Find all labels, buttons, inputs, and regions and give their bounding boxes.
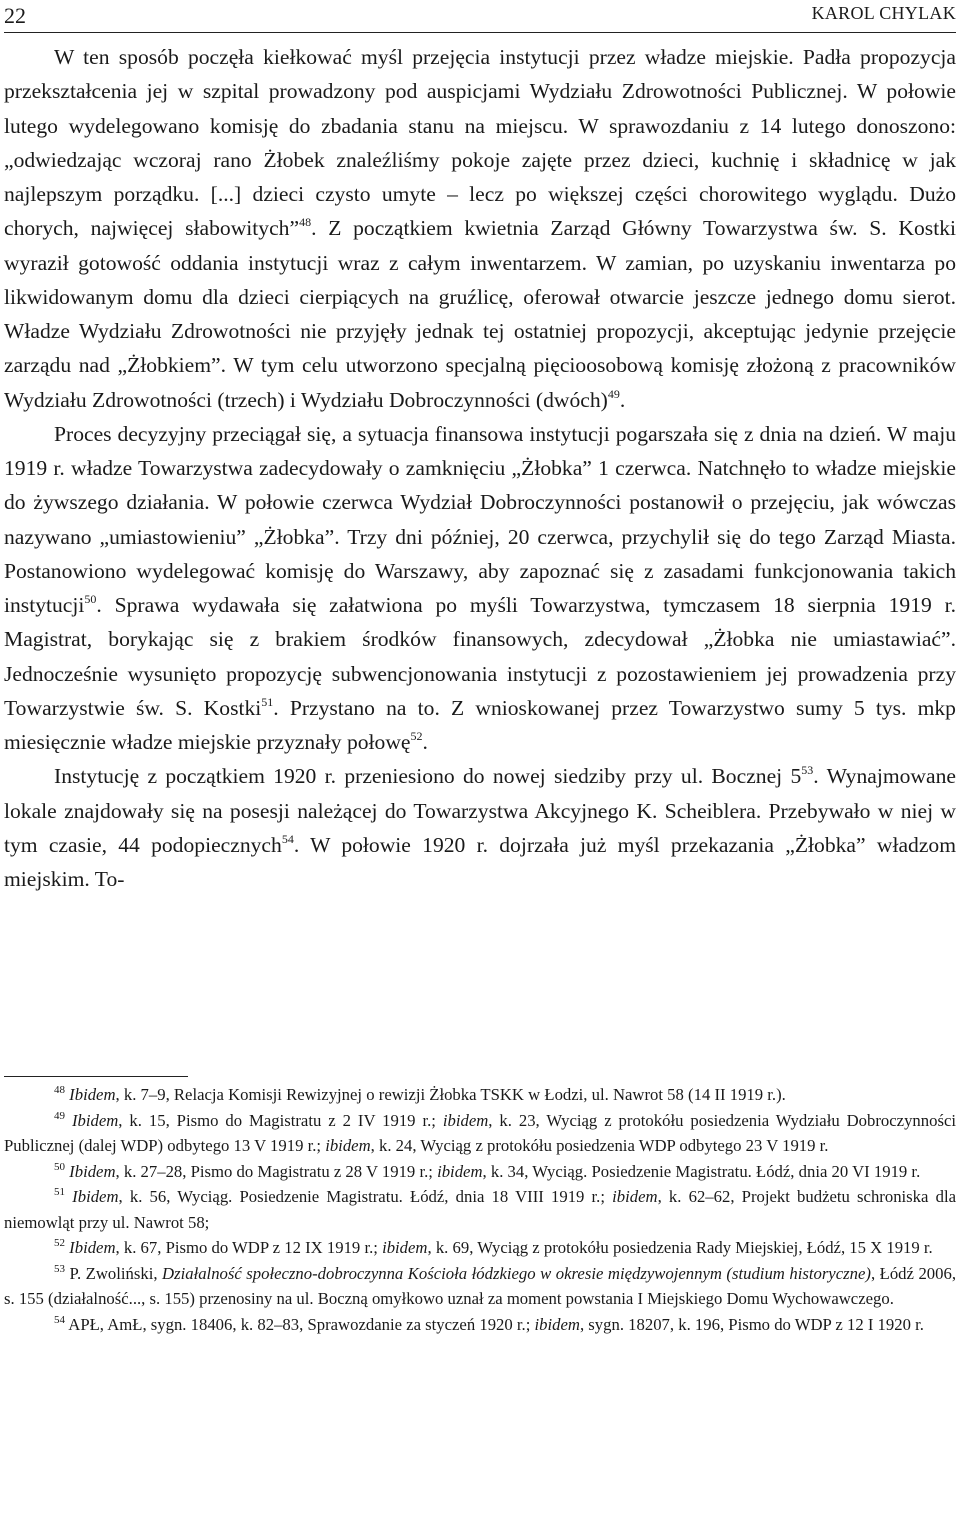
footnote-ref-54[interactable]: 54 [281,831,294,846]
paragraph-3: Instytucję z początkiem 1920 r. przeniesiono do nowej siedziby przy ul. Bocznej $5^{53}$. Wynajmowane lokale znajdowały się na posesji należącej do Towarzystwa Akcyjnego K. Scheiblera. Przebywało w niej w tym czasie, 44 podopiecznych$^{54}$. W połowie 1920 r. dojrzała już myśl przekazania „Żłobka” władzom miejskim. To- [4,763,957,891]
footnote-ref-52[interactable]: 52 [410,729,423,743]
footnotes [4,1082,956,1337]
header-rule [4,32,956,33]
footnote-ref-50[interactable]: 50 [84,592,97,606]
running-head: KAROL CHYLAK [811,3,956,23]
footnote-48: $^{48}$ Ibidem, k. 7–9, Relacja Komisji Rewizyjnej o rewizji Żłobka TSKK w Łodzi, ul. Nawrot 58 (14 II 1919 r.). [54,1083,786,1104]
footnote-ref-51[interactable]: 51 [261,694,274,709]
footnote-ref-49[interactable]: 49 [607,386,620,401]
page-number: 22 [4,3,26,28]
page-header [4,0,956,34]
footnote-49: $^{49}$ Ibidem, k. 15, Pismo do Magistratu z 2 IV 1919 r.; ibidem, k. 23, Wyciąg z protokółu posiedzenia Wydziału Dobroczynności Publicznej (dalej WDP) odbytego 13 V 1919 r.; ibidem, k. 24, Wyciąg z protokółu posiedzenia WDP odbytego 23 V 1919 r. [4,1109,956,1155]
paragraph-2: Proces decyzyjny przeciągał się, a sytuacja finansowa instytucji pogarszała się z dnia na dzień. W maju 1919 r. władze Towarzystwa zadecydowały o zamknięciu „Żłobka” 1 czerwca. Natchnęło to władze miejskie do żywszego działania. W połowie czerwca Wydział Dobroczynności postanowił o przejęciu, jak wówczas nazywano „umiastowieniu” „Żłobka”. Trzy dni później, 20 czerwca, przychylił się do tego Zarząd Miasta. Postanowiono wydelegować komisję do Warszawy, aby zapoznać się z zasadami funkcjonowania takich instytucji$^{50}$. Sprawa wydawała się załatwiona po myśli Towarzystwa, tymczasem 18 sierpnia 1919 r. Magistrat, borykając się z brakiem środków finansowych, zdecydował „Żłobka nie umiastawiać”. Jednocześnie wysunięto propozycję subwencjonowania instytucji z pozostawieniem jej prowadzenia przy Towarzystwie św. S. Kostki$^{51}$. Przystano na to. Z wnioskowanej przez Towarzystwo sumy 5 tys. mkp miesięcznie władze miejskie przyznały połowę$^{52}$. [4,421,956,754]
footnote-ref-53[interactable]: 53 [801,763,814,778]
footnote-54: $^{54}$ APŁ, AmŁ, sygn. 18406, k. 82–83, Sprawozdanie za styczeń 1920 r.; ibidem, sygn. 18207, k. 196, Pismo do WDP z 12 I 1920 r. [54,1313,924,1334]
paragraph-1: W ten sposób poczęła kiełkować myśl przejęcia instytucji przez władze miejskie. Padła propozycja przekształcenia jej w szpital prowadzony pod auspicjami Wydziału Zdrowotności Publicznej. W połowie lutego wydelegowano komisję do zbadania stanu na miejscu. W sprawozdaniu z 14 lutego donoszono: „odwiedzając wczoraj rano Żłobek znaleźliśmy pokoje zajęte przez dzieci, kuchnię i składnicę w jak najlepszym porządku. [...] dzieci czysto umyte – lecz po większej części chorowitego wyglądu. Dużo chorych, najwięcej słabowitych”$^{48}$. Z początkiem kwietnia Zarząd Główny Towarzystwa św. S. Kostki wyraził gotowość oddania instytucji wraz z całym inwentarzem. W zamian, po uzyskaniu inwentarza po likwidowanym domu dla dzieci cierpiących na gruźlicę, oferował otwarcie jeszcze jednego domu sierot. Władze Wydziału Zdrowotności nie przyjęły jednak tej ostatniej propozycji, akceptując jedynie przejęcie zarządu nad „Żłobkiem”. W tym celu utworzono specjalną pięcioosobową komisję złożoną z pracowników Wydziału Zdrowotności (trzech) i Wydziału Dobroczynności (dwóch)$^{49}$. [4,45,956,412]
footnote-separator [4,1076,188,1077]
main-text [4,40,956,896]
footnote-50: $^{50}$ Ibidem, k. 27–28, Pismo do Magistratu z 28 V 1919 r.; ibidem, k. 34, Wyciąg. Posiedzenie Magistratu. Łódź, dnia 20 VI 1919 r. [54,1160,921,1181]
footnote-51: $^{51}$ Ibidem, k. 56, Wyciąg. Posiedzenie Magistratu. Łódź, dnia 18 VIII 1919 r.; ibidem, k. 62–62, Projekt budżetu schroniska dla niemowląt przy ul. Nawrot 58; [4,1185,956,1232]
footnote-52: $^{52}$ Ibidem, k. 67, Pismo do WDP z 12 IX 1919 r.; ibidem, k. 69, Wyciąg z protokółu posiedzenia Rady Miejskiej, Łódź, 15 X 1919 r. [54,1236,933,1257]
footnote-53: $^{53}$ P. Zwoliński, Działalność społeczno-dobroczynna Kościoła łódzkiego w okresie międzywojennym (studium historyczne), Łódź 2006, s. 155 (działalność..., s. 155) przenosiny na ul. Boczną omyłkowo uznał za moment powstania I Miejskiego Domu Wychowawczego. [4,1262,957,1308]
footnote-ref-48[interactable]: 48 [299,215,312,230]
